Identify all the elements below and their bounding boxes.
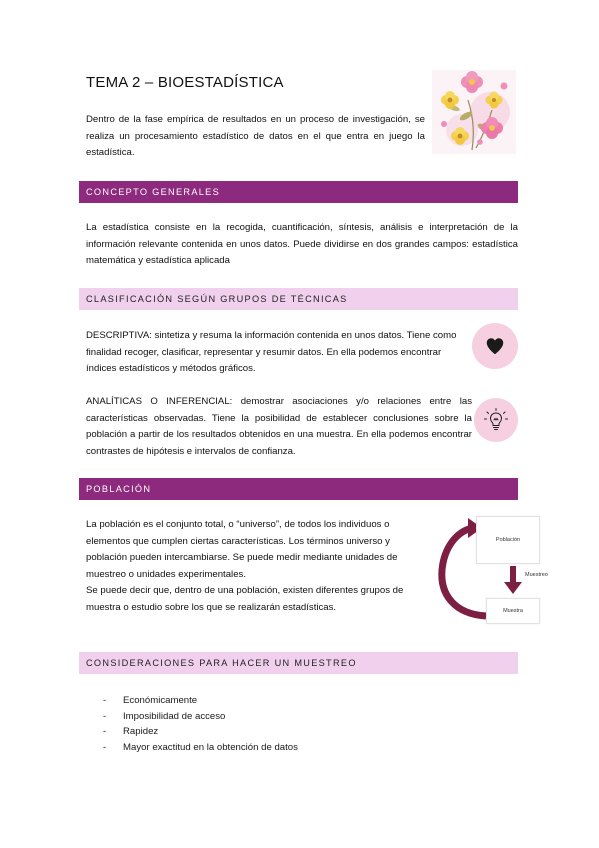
diagram-box-muestra: Muestra [486, 598, 540, 624]
diagram-label-muestreo: Muestreo [525, 572, 548, 578]
section-heading-conceptos: CONCEPTO GENERALES [79, 181, 518, 203]
descriptiva-paragraph: DESCRIPTIVA: sintetiza y resuma la información contenida en unos datos. Tiene como finalidad recoger, clasificar, representar y resumir datos. En ella podemos encontrar índices estadísticos y métodos gráficos. [86, 330, 457, 374]
analiticas-paragraph: ANALÍTICAS O INFERENCIAL: demostrar asociaciones y/o relaciones entre las características observadas. Tiene la posibilidad de establecer conclusiones sobre la población a partir de los resultados obtenidos en una muestra. En ella podemos encontrar contrastes de hipótesis e intervalos de confianza. [86, 396, 472, 457]
section-heading-clasificacion: CLASIFICACIÓN SEGÚN GRUPOS DE TÉCNICAS [79, 288, 518, 310]
list-item: - Económicamente [103, 693, 403, 709]
poblacion-muestra-diagram [432, 514, 548, 632]
flower-illustration [432, 70, 516, 154]
list-item: - Mayor exactitud en la obtención de datos [103, 740, 403, 756]
poblacion-paragraph-1: La población es el conjunto total, o “universo”, de todos los individuos o elementos que cumplen ciertas características. Los términos universo y población pueden intercambiarse. Se puede medir mediante unidades de muestreo o unidades experimentales. [86, 519, 398, 580]
poblacion-paragraph-2: Se puede decir que, dentro de una población, existen diferentes grupos de muestra o estudio sobre los que se realizarán estadísticas. [86, 585, 404, 613]
section-heading-consideraciones: CONSIDERACIONES PARA HACER UN MUESTREO [79, 652, 518, 674]
list-item: - Imposibilidad de acceso [103, 709, 403, 725]
list-item: - Rapidez [103, 724, 403, 740]
heart-icon [472, 323, 518, 369]
intro-paragraph: Dentro de la fase empírica de resultados en un proceso de investigación, se realiza un procesamiento estadístico de datos en el que entra en juego la estadística. [86, 114, 425, 158]
section-heading-poblacion: POBLACIÓN [79, 478, 518, 500]
page-title: TEMA 2 – BIOESTADÍSTICA [86, 74, 284, 91]
consideraciones-list [103, 693, 403, 755]
diagram-box-poblacion: Población [476, 516, 540, 564]
lightbulb-icon [474, 398, 518, 442]
diagram-label-inferencia: Inferencia [446, 563, 467, 583]
conceptos-paragraph: La estadística consiste en la recogida, cuantificación, síntesis, análisis e interpretación de la información relevante contenida en unos datos. Puede dividirse en dos grandes campos: estadística matemática y estadística aplicada [86, 222, 518, 266]
